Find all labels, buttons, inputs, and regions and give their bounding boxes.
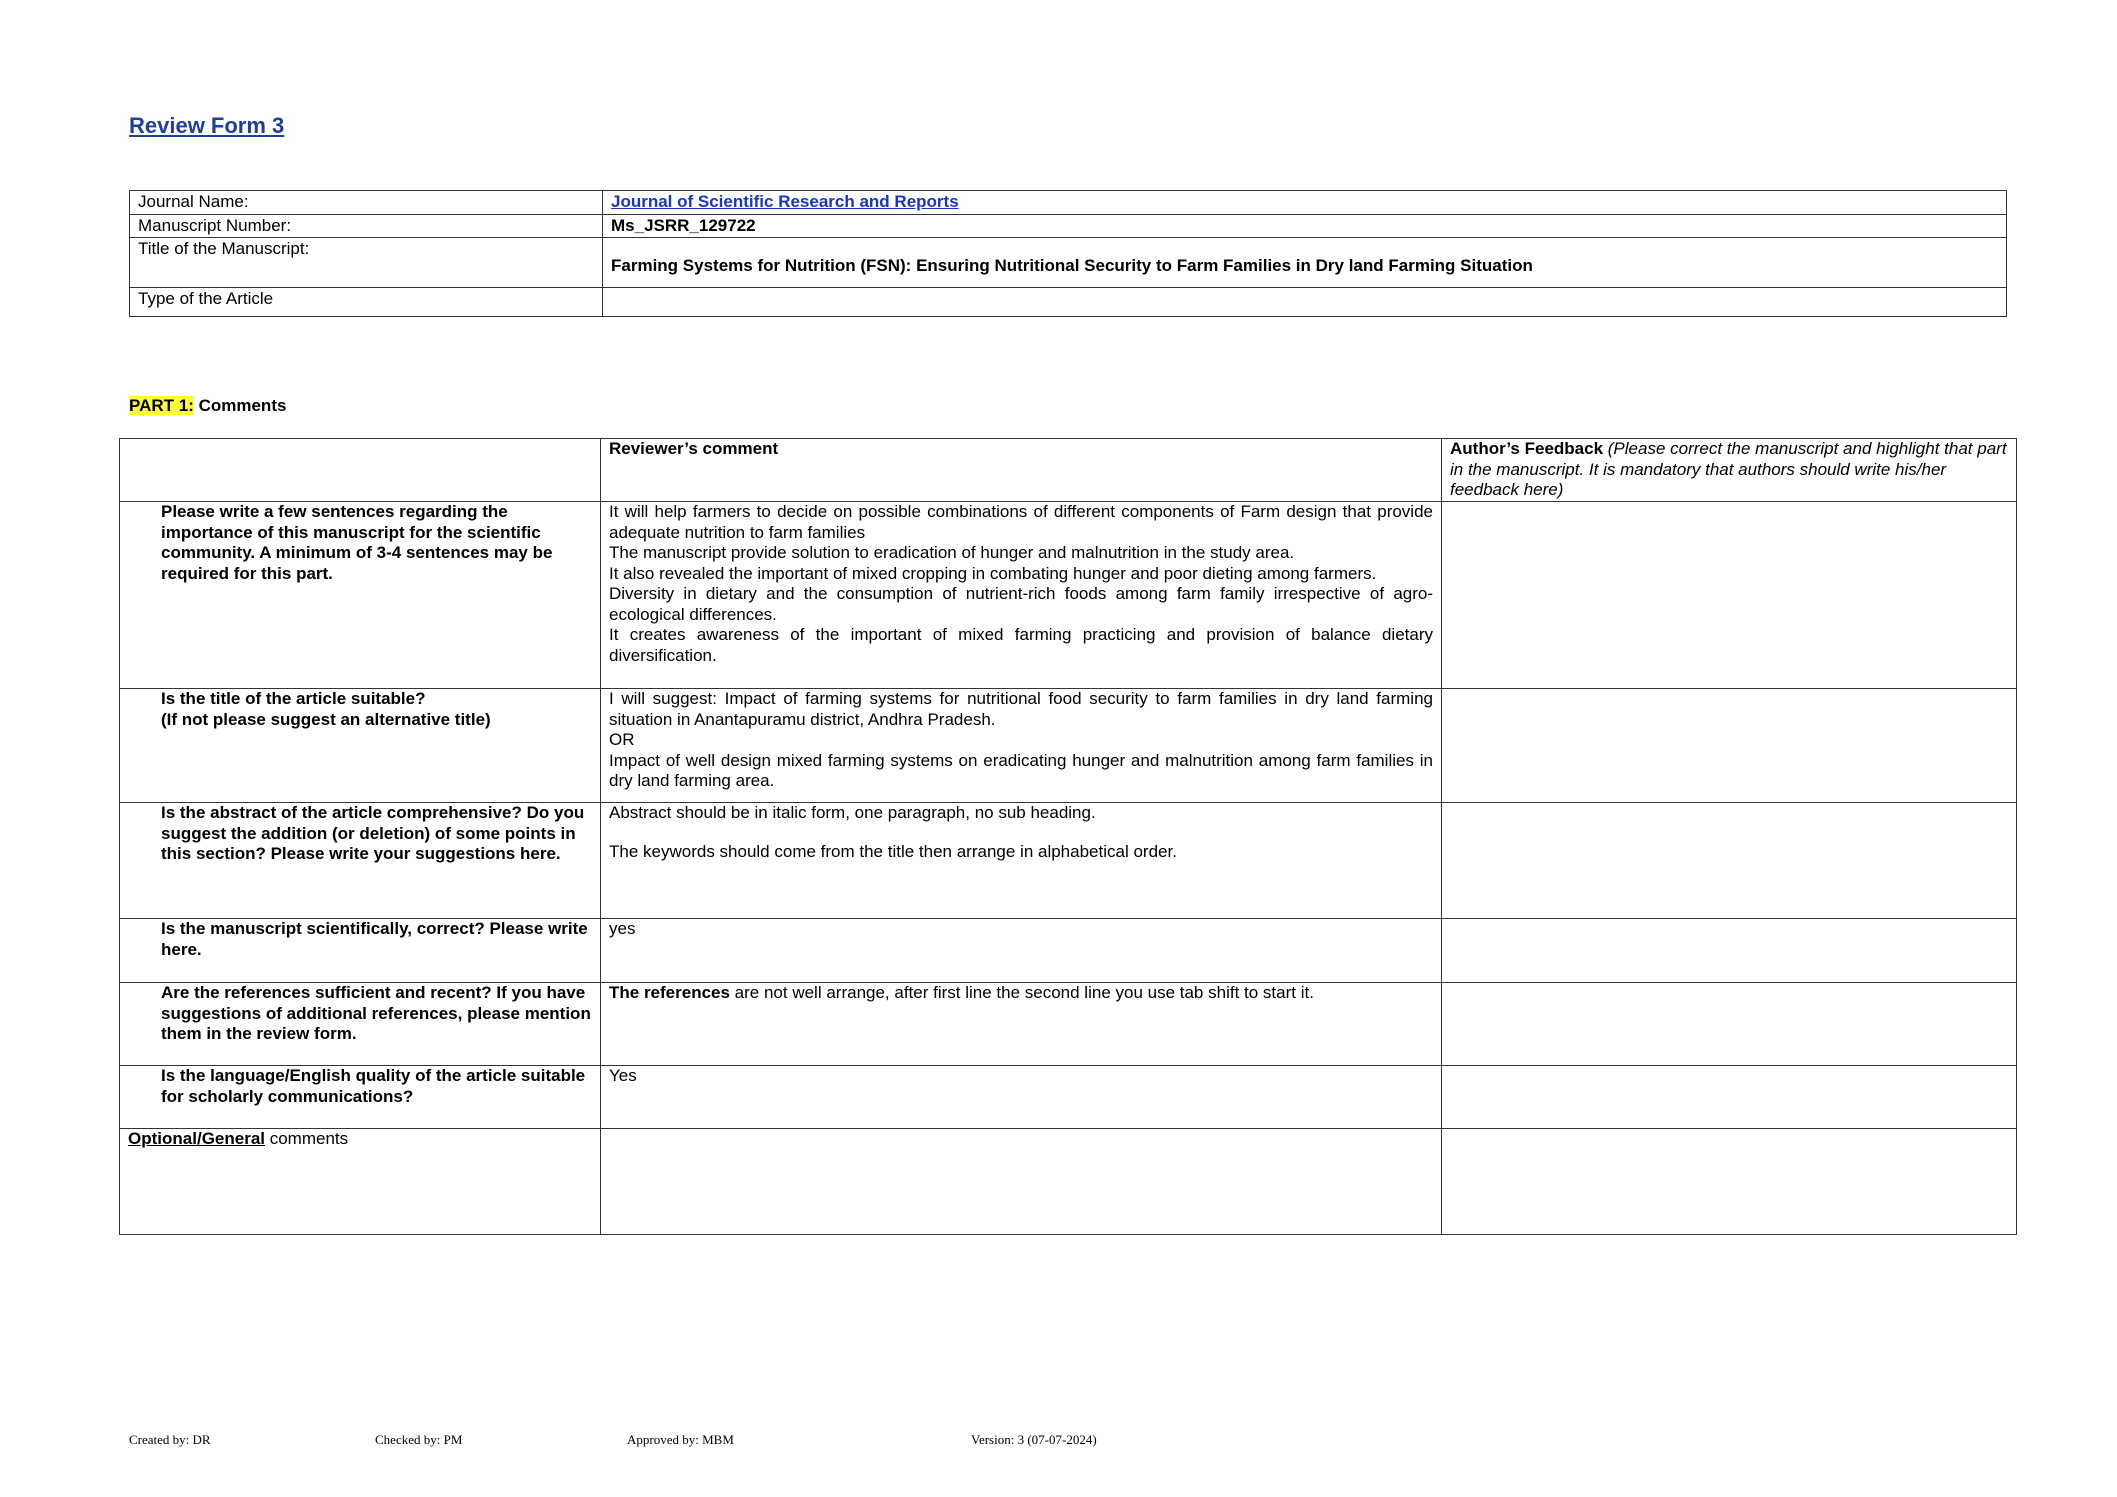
comment-line: The keywords should come from the title then arrange in alphabetical order. <box>609 841 1177 861</box>
manuscript-info-table <box>129 190 2007 317</box>
article-type-value[interactable] <box>603 287 2007 316</box>
question-title-line: Is the title of the article suitable? <box>161 689 426 708</box>
table-row <box>120 689 2017 803</box>
reviewer-comment-references[interactable] <box>601 983 1442 1066</box>
reviewer-comment-importance[interactable] <box>601 502 1442 689</box>
comment-bold-lead: The references <box>609 983 730 1002</box>
comment-line: It also revealed the important of mixed cropping in combating hunger and poor dieting among farmers. <box>609 563 1377 583</box>
author-feedback-references[interactable] <box>1442 983 2017 1066</box>
comments-table <box>119 438 2017 1235</box>
author-feedback-header-title: Author’s Feedback <box>1450 439 1604 458</box>
comments-header-row <box>120 439 2017 502</box>
table-row <box>120 803 2017 919</box>
footer-created-by: Created by: DR <box>129 1432 211 1447</box>
manuscript-number-label: Manuscript Number: <box>130 214 603 238</box>
question-title-line: (If not please suggest an alternative title) <box>161 709 491 729</box>
author-feedback-language[interactable] <box>1442 1066 2017 1129</box>
author-feedback-optional[interactable] <box>1442 1129 2017 1235</box>
question-language: Is the language/English quality of the article suitable for scholarly communications? <box>120 1066 601 1129</box>
author-feedback-title[interactable] <box>1442 689 2017 803</box>
page-title: Review Form 3 <box>129 113 285 138</box>
comment-line: It creates awareness of the important of mixed farming practicing and provision of balance dietary diversification. <box>609 625 1433 665</box>
question-abstract: Is the abstract of the article comprehensive? Do you suggest the addition (or deletion) of some points in this section? Please write your suggestions here. <box>120 803 601 919</box>
optional-comments-label <box>120 1129 601 1235</box>
journal-label: Journal Name: <box>130 191 603 215</box>
table-row <box>120 1066 2017 1129</box>
comment-line: It will help farmers to decide on possible combinations of different components of Farm design that provide adequate nutrition to farm families <box>609 502 1433 542</box>
comment-line: I will suggest: Impact of farming systems for nutritional food security to farm families in dry land farming situation in Anantapuramu district, Andhra Pradesh. <box>609 689 1433 729</box>
comment-rest: are not well arrange, after first line the second line you use tab shift to start it. <box>729 983 1314 1002</box>
header-empty-cell <box>120 439 601 502</box>
table-row <box>120 919 2017 983</box>
manuscript-number-value: Ms_JSRR_129722 <box>603 214 2007 238</box>
reviewer-comment-scientific[interactable]: yes <box>601 919 1442 983</box>
question-references: Are the references sufficient and recent? If you have suggestions of additional references, please mention them in the review form. <box>120 983 601 1066</box>
author-feedback-abstract[interactable] <box>1442 803 2017 919</box>
manuscript-number-row <box>130 214 2007 238</box>
author-feedback-header-note: (Please correct the manuscript and highlight that part in the manuscript. It is mandatory that authors should write his/her feedback here) <box>1450 439 2007 499</box>
journal-value-cell <box>603 191 2007 215</box>
comment-line: Diversity in dietary and the consumption of nutrient-rich foods among farm family irrespective of agro-ecological differences. <box>609 584 1433 624</box>
optional-label-a: Optional <box>128 1129 197 1148</box>
question-title <box>120 689 601 803</box>
part1-tag: PART 1: <box>129 396 194 415</box>
reviewer-comment-language[interactable]: Yes <box>601 1066 1442 1129</box>
journal-link[interactable]: Journal of Scientific Research and Reports <box>611 192 959 211</box>
question-importance: Please write a few sentences regarding the importance of this manuscript for the scientific community. A minimum of 3-4 sentences may be required for this part. <box>120 502 601 689</box>
question-scientific: Is the manuscript scientifically, correct? Please write here. <box>120 919 601 983</box>
table-row <box>120 983 2017 1066</box>
optional-comments-row <box>120 1129 2017 1235</box>
manuscript-title-label: Title of the Manuscript: <box>130 238 603 288</box>
journal-row <box>130 191 2007 215</box>
author-feedback-importance[interactable] <box>1442 502 2017 689</box>
author-feedback-header <box>1442 439 2017 502</box>
part1-heading-text: Comments <box>193 396 287 415</box>
author-feedback-scientific[interactable] <box>1442 919 2017 983</box>
comment-line: Abstract should be in italic form, one paragraph, no sub heading. <box>609 803 1096 822</box>
article-type-row <box>130 287 2007 316</box>
part1-heading <box>129 396 286 416</box>
manuscript-title-value: Farming Systems for Nutrition (FSN): Ensuring Nutritional Security to Farm Families in Dry land Farming Situation <box>603 238 2007 288</box>
footer-version: Version: 3 (07-07-2024) <box>971 1432 1097 1447</box>
optional-label-b: General <box>201 1129 265 1148</box>
comment-line: OR <box>609 730 635 749</box>
paragraph-gap <box>609 824 1433 842</box>
comment-line: Impact of well design mixed farming systems on eradicating hunger and malnutrition among farm families in dry land farming area. <box>609 750 1433 790</box>
comment-line: The manuscript provide solution to eradication of hunger and malnutrition in the study area. <box>609 543 1295 562</box>
reviewer-comment-optional[interactable] <box>601 1129 1442 1235</box>
manuscript-title-row <box>130 238 2007 288</box>
optional-label-slash: / <box>196 1129 202 1148</box>
footer-approved-by: Approved by: MBM <box>627 1432 734 1447</box>
article-type-label: Type of the Article <box>130 287 603 316</box>
optional-label-rest: comments <box>265 1129 349 1148</box>
reviewer-comment-title[interactable] <box>601 689 1442 803</box>
table-row <box>120 502 2017 689</box>
reviewer-comment-abstract[interactable] <box>601 803 1442 919</box>
reviewer-comment-header: Reviewer’s comment <box>601 439 1442 502</box>
footer-checked-by: Checked by: PM <box>375 1432 463 1447</box>
